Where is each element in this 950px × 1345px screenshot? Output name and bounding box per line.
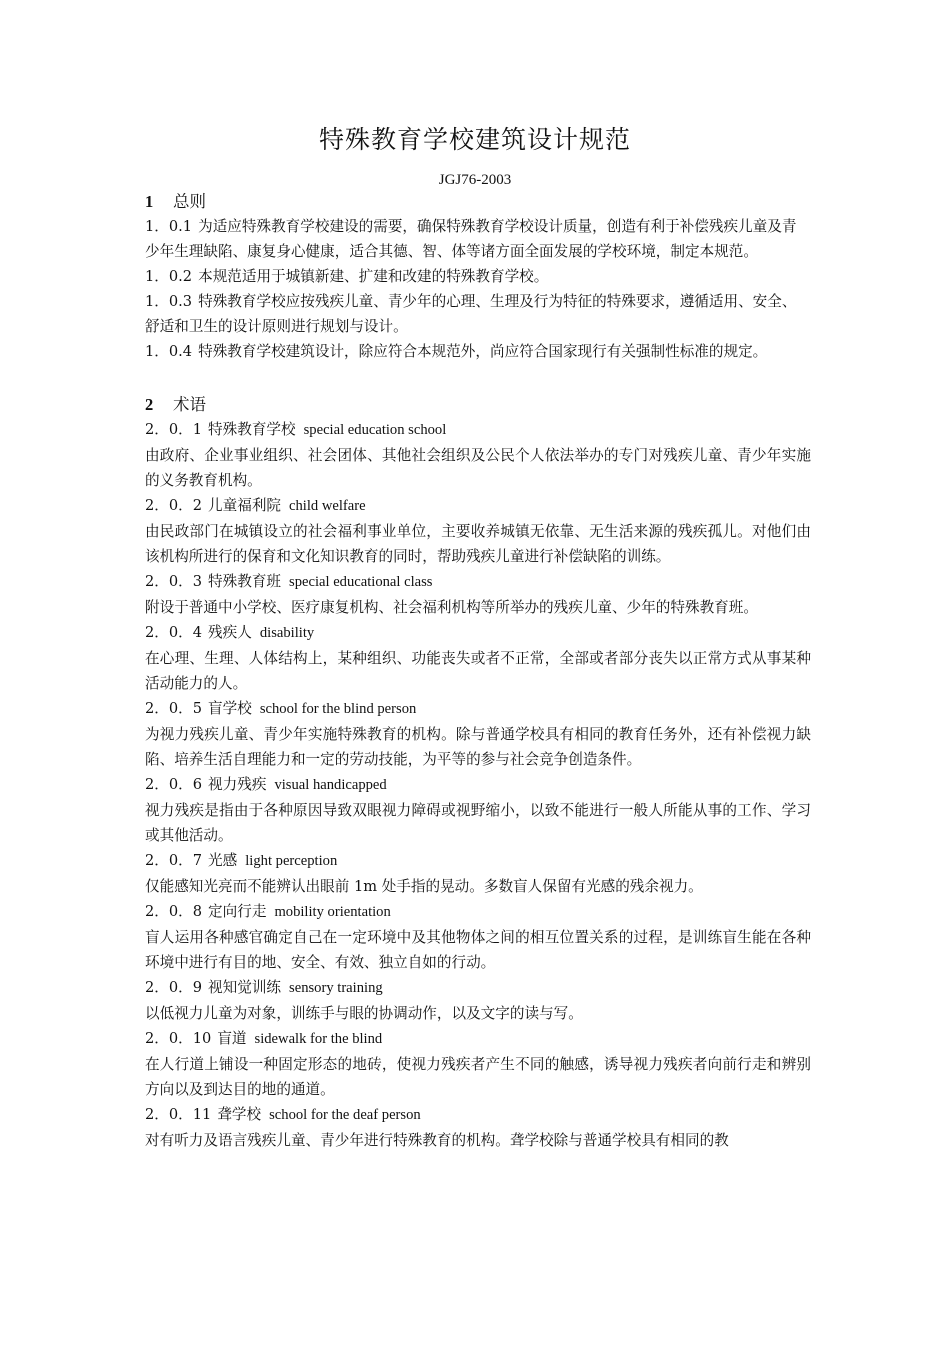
term-definition: 视力残疾是指由于各种原因导致双眼视力障碍或视野缩小，以致不能进行一般人所能从事的工作、学习或其他活动。 <box>145 802 811 844</box>
clause-text: 本规范适用于城镇新建、扩建和改建的特殊教育学校。 <box>198 268 549 285</box>
term-chinese: 视知觉训练 <box>208 979 282 996</box>
clause-1-0-4 <box>145 339 811 364</box>
term-definition: 由政府、企业事业组织、社会团体、其他社会组织及公民个人依法举办的专门对残疾儿童、青少年实施的义务教育机构。 <box>145 447 811 489</box>
term-definition: 在人行道上铺设一种固定形态的地砖，使视力残疾者产生不同的触感，诱导视力残疾者向前行走和辨别方向以及到达目的地的通道。 <box>145 1056 811 1098</box>
term-2-0-8 <box>145 899 811 925</box>
term-2-0-3 <box>145 569 811 595</box>
clause-number: 1．0.2 <box>145 268 193 285</box>
term-2-0-1 <box>145 417 811 443</box>
term-number: 2．0．9 <box>145 979 203 996</box>
term-definition: 附设于普通中小学校、医疗康复机构、社会福利机构等所举办的残疾儿童、少年的特殊教育班。 <box>145 599 758 616</box>
term-2-0-2 <box>145 493 811 519</box>
section-heading-general <box>145 190 811 214</box>
document-body <box>145 190 811 1153</box>
term-chinese: 盲道 <box>217 1030 247 1047</box>
term-chinese: 残疾人 <box>208 624 252 641</box>
term-definition: 以低视力儿童为对象，训练手与眼的协调动作，以及文字的读与写。 <box>145 1005 583 1022</box>
term-english: sidewalk for the blind <box>254 1031 383 1047</box>
term-english: disability <box>259 625 315 641</box>
term-definition: 对有听力及语言残疾儿童、青少年进行特殊教育的机构。聋学校除与普通学校具有相同的教 <box>145 1132 729 1149</box>
term-2-0-4 <box>145 620 811 646</box>
term-2-0-7 <box>145 848 811 874</box>
term-chinese: 盲学校 <box>208 700 252 717</box>
section-number: 1 <box>145 192 154 211</box>
term-2-0-5 <box>145 696 811 722</box>
term-chinese: 定向行走 <box>208 903 267 920</box>
term-chinese: 特殊教育学校 <box>208 421 296 438</box>
section-title: 总则 <box>173 192 206 211</box>
term-chinese: 光感 <box>208 852 238 869</box>
clause-number: 1．0.3 <box>145 293 193 310</box>
term-english: school for the deaf person <box>269 1107 421 1123</box>
term-2-0-6 <box>145 772 811 798</box>
clause-number: 1．0.4 <box>145 343 193 360</box>
clause-1-0-1 <box>145 214 811 264</box>
term-2-0-11 <box>145 1102 811 1128</box>
term-english: special education school <box>303 422 447 438</box>
term-definition: 为视力残疾儿童、青少年实施特殊教育的机构。除与普通学校具有相同的教育任务外，还有补偿视力缺陷、培养生活自理能力和一定的劳动技能，为平等的参与社会竞争创造条件。 <box>145 726 811 768</box>
term-number: 2．0．10 <box>145 1030 212 1047</box>
term-number: 2．0．6 <box>145 776 203 793</box>
section-gap <box>145 364 811 389</box>
term-english: child welfare <box>289 498 366 514</box>
term-number: 2．0．3 <box>145 573 203 590</box>
clause-text: 特殊教育学校应按残疾儿童、青少年的心理、生理及行为特征的特殊要求，遵循适用、安全、舒适和卫生的设计原则进行规划与设计。 <box>145 293 797 335</box>
term-2-0-9 <box>145 975 811 1001</box>
section-title: 术语 <box>173 395 206 414</box>
term-number: 2．0．8 <box>145 903 203 920</box>
standard-code: JGJ76-2003 <box>438 172 512 188</box>
term-number: 2．0．1 <box>145 421 203 438</box>
term-chinese: 聋学校 <box>217 1106 262 1123</box>
clause-text: 特殊教育学校建筑设计，除应符合本规范外，尚应符合国家现行有关强制性标准的规定。 <box>198 343 768 360</box>
term-english: special educational class <box>289 574 433 590</box>
term-chinese: 视力残疾 <box>208 776 267 793</box>
term-english: mobility orientation <box>274 904 391 920</box>
clause-1-0-2 <box>145 264 811 289</box>
term-definition: 由民政部门在城镇设立的社会福利事业单位，主要收养城镇无依靠、无生活来源的残疾孤儿。对他们由该机构所进行的保育和文化知识教育的同时，帮助残疾儿童进行补偿缺陷的训练。 <box>145 523 811 565</box>
term-number: 2．0．4 <box>145 624 203 641</box>
term-definition: 仅能感知光亮而不能辨认出眼前 1m 处手指的晃动。多数盲人保留有光感的残余视力。 <box>145 878 703 895</box>
term-english: visual handicapped <box>274 777 387 793</box>
term-english: school for the blind person <box>259 701 417 717</box>
term-2-0-10 <box>145 1026 811 1052</box>
section-heading-terms <box>145 393 811 417</box>
clause-1-0-3 <box>145 289 811 339</box>
term-chinese: 儿童福利院 <box>208 497 282 514</box>
clause-text: 为适应特殊教育学校建设的需要，确保特殊教育学校设计质量，创造有利于补偿残疾儿童及青少年生理缺陷、康复身心健康，适合其德、智、体等诸方面全面发展的学校环境，制定本规范。 <box>145 218 797 260</box>
term-definition: 盲人运用各种感官确定自己在一定环境中及其他物体之间的相互位置关系的过程，是训练盲生能在各种环境中进行有目的地、安全、有效、独立自如的行动。 <box>145 929 811 971</box>
term-number: 2．0．11 <box>145 1106 212 1123</box>
term-number: 2．0．2 <box>145 497 203 514</box>
section-number: 2 <box>145 395 154 414</box>
term-chinese: 特殊教育班 <box>208 573 282 590</box>
document-title: 特殊教育学校建筑设计规范 <box>318 125 631 154</box>
term-english: sensory training <box>289 980 383 996</box>
term-definition: 在心理、生理、人体结构上，某种组织、功能丧失或者不正常，全部或者部分丧失以正常方式从事某种活动能力的人。 <box>145 650 811 692</box>
term-english: light perception <box>245 853 338 869</box>
term-number: 2．0．5 <box>145 700 203 717</box>
clause-number: 1．0.1 <box>145 218 193 235</box>
term-number: 2．0．7 <box>145 852 203 869</box>
